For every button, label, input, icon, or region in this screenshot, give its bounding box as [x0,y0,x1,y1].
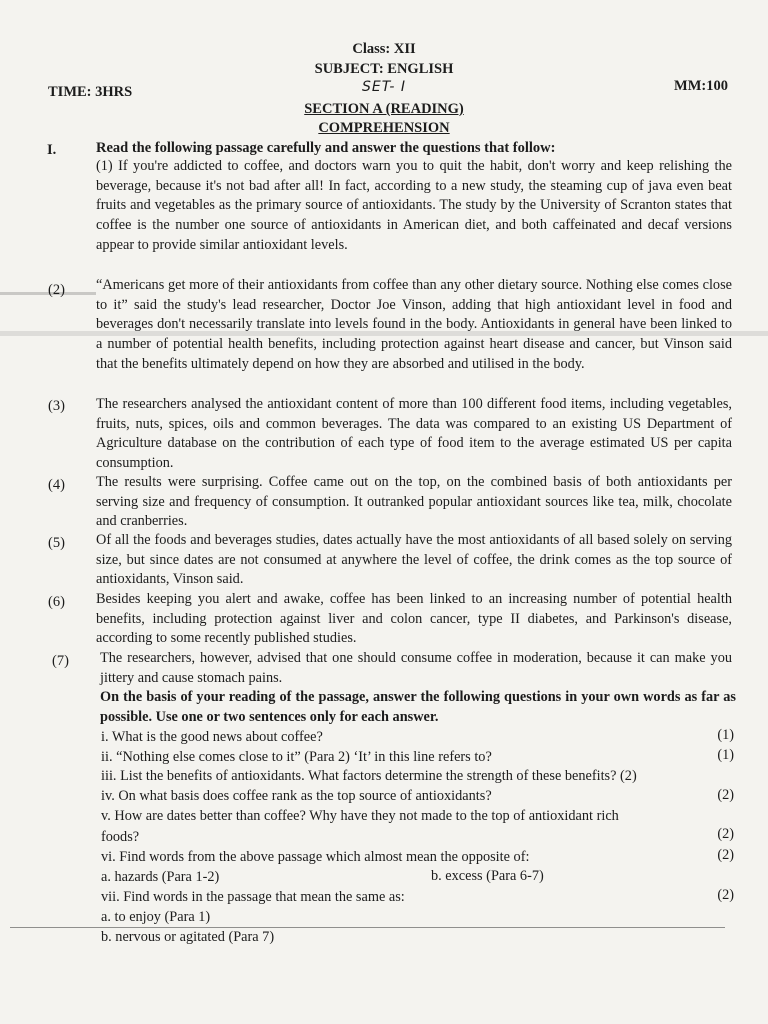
set-label: SET- I [362,79,406,95]
scan-streak [10,927,725,928]
paragraph-2: “Americans get more of their antioxidants from coffee than any other dietary source. Nothing else comes close to it” said the study's lead researcher, Doctor Joe Vinson, adding that high antioxidant level in food and beverages don't necessarily translate into levels found in the body. Antioxidants in general have been linked to a number of potential health benefits, including protection against heart disease and cancer, but Vinson said that the benefits ultimately depend on how they are absorbed and utilised in the body. [96,277,732,372]
question-marks: (2) [717,826,734,842]
question-number: I. [47,142,57,158]
instruction-text: Read the following passage carefully and answer the questions that follow: [96,140,556,156]
question-marks: (2) [717,887,734,903]
question-marks: (1) [717,727,734,743]
question-item: iv. On what basis does coffee rank as the top source of antioxidants? [101,788,492,804]
question-marks: (2) [717,787,734,803]
paragraph-3: The researchers analysed the antioxidant content of more than 100 different food items, including vegetables, fruits, nuts, spices, oils and common beverages. The data was compared to an existing US Department of Agriculture database on the contribution of each type of food item to the average estimated US per capita consumption. [96,396,732,472]
paragraph-7: The researchers, however, advised that one should consume coffee in moderation, because it can make you jittery and cause stomach pains. [100,650,732,686]
question-item: a. to enjoy (Para 1) [101,909,211,925]
para-number: (3) [48,398,65,414]
subject-label: SUBJECT: ENGLISH [314,61,454,77]
question-item: b. nervous or agitated (Para 7) [101,929,275,945]
question-item: vii. Find words in the passage that mean the same as: [101,889,405,905]
paragraph-4: The results were surprising. Coffee came out on the top, on the combined basis of both antioxidants per serving size and frequency of consumption. It outranked popular antioxidant sources like tea, milk, chocolate and cranberries. [96,474,732,530]
question-item: iii. List the benefits of antioxidants. What factors determine the strength of these benefits? (2) [101,768,637,784]
question-item: foods? [101,829,140,845]
question-item: i. What is the good news about coffee? [101,729,323,745]
question-item: ii. “Nothing else comes close to it” (Para 2) ‘It’ in this line refers to? [101,749,492,765]
question-item: b. excess (Para 6-7) [431,868,544,884]
question-item: a. hazards (Para 1-2) [101,869,220,885]
paragraph-1: (1) If you're addicted to coffee, and doctors warn you to quit the habit, don't worry and keep relishing the beverage, because it's not bad after all! In fact, according to a new study, the steaming cup of java even beat fruits and vegetables as the primary source of antioxidants. The study by the University of Scranton states that coffee is the number one source of antioxidants in American diet, and both caffeinated and decaf versions appear to provide similar antioxidant levels. [96,158,732,253]
time-label: TIME: 3HRS [48,84,133,100]
question-item: v. How are dates better than coffee? Why have they not made to the top of antioxidant rich [101,808,619,824]
section-title: SECTION A (READING) [304,101,464,117]
para-number: (2) [48,282,65,298]
subsection-title: COMPREHENSION [318,120,450,136]
class-label: Class: XII [352,41,416,57]
para-number: (7) [52,653,69,669]
para-number: (5) [48,535,65,551]
question-item: vi. Find words from the above passage which almost mean the opposite of: [101,849,530,865]
para-number: (6) [48,594,65,610]
questions-intro: On the basis of your reading of the passage, answer the following questions in your own words as far as possible. Use one or two sentences only for each answer. [100,689,736,725]
paragraph-6: Besides keeping you alert and awake, coffee has been linked to an increasing number of potential health benefits, including protection against liver and colon cancer, type II diabetes, and Parkinson's disease, according to some recently published studies. [96,591,732,647]
question-marks: (2) [717,847,734,863]
max-marks-label: MM:100 [674,78,728,94]
para-number: (4) [48,477,65,493]
paragraph-5: Of all the foods and beverages studies, dates actually have the most antioxidants of all based solely on serving size, but since dates are not consumed at anywhere the level of coffee, the drink comes as the top source of antioxidants, Vinson said. [96,532,732,588]
question-marks: (1) [717,747,734,763]
